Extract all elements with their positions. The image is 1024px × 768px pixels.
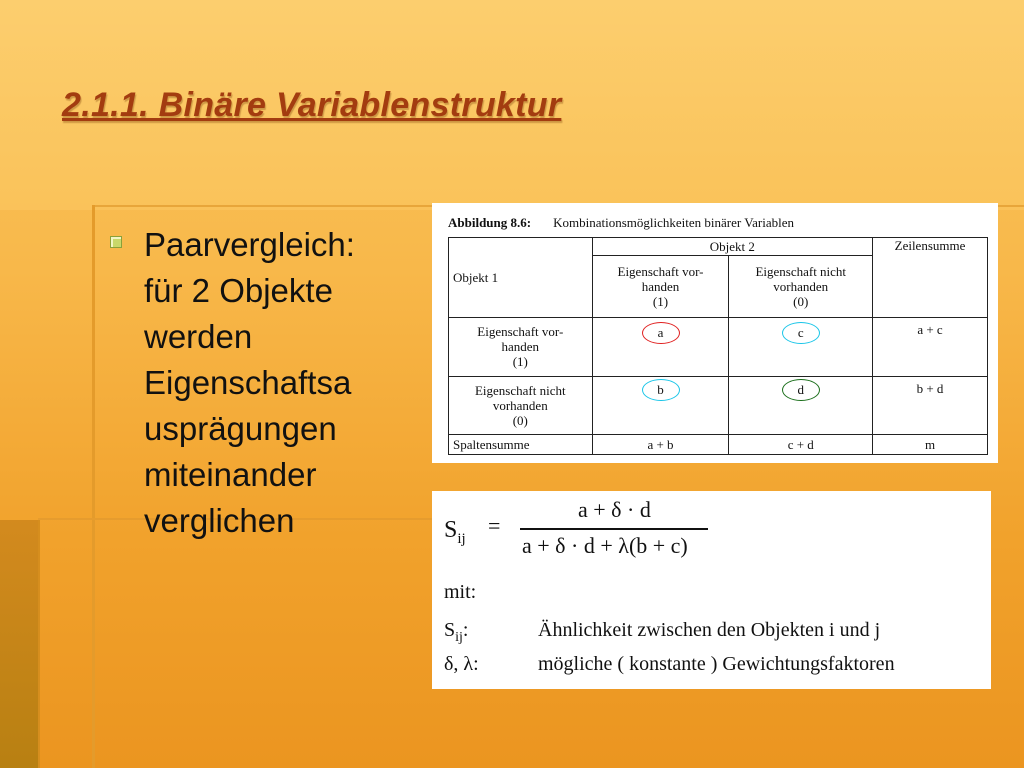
- def1-colon: :: [462, 619, 469, 641]
- bullet-line: Eigenschaftsa: [144, 364, 352, 401]
- definition-weights-text: mögliche ( konstante ) Gewichtungsfaktoren: [538, 653, 895, 675]
- bullet-line: usprägungen: [144, 410, 337, 447]
- decorative-line: [92, 205, 95, 768]
- decorative-strip: [0, 520, 40, 768]
- formula-numerator: a + δ · d: [578, 497, 651, 522]
- bullet-line: miteinander: [144, 456, 317, 493]
- oval-b: b: [642, 379, 680, 401]
- def1-subscript: ij: [455, 630, 463, 645]
- row-header-nicht-vorhanden: [449, 376, 593, 434]
- footer-col2: c + d: [729, 434, 873, 454]
- row-header-line: vorhanden: [492, 397, 548, 413]
- cell-b: [592, 376, 729, 434]
- col-header-nicht-vorhanden: [729, 256, 873, 318]
- col-header-line: vorhanden: [773, 279, 829, 295]
- bullet-text: [144, 222, 414, 544]
- row-header-line: (0): [512, 412, 528, 428]
- col-header-line: Eigenschaft vor-: [617, 264, 704, 280]
- col-header-line: (1): [652, 294, 669, 310]
- definition-sij-symbol: [444, 619, 468, 646]
- def1-symbol: S: [444, 619, 456, 641]
- row-header-line: Eigenschaft nicht: [474, 382, 566, 398]
- header-zeilensumme: Zeilensumme: [873, 238, 988, 318]
- formula-lhs-subscript: ij: [457, 530, 466, 547]
- definition-sij-text: Ähnlichkeit zwischen den Objekten i und j: [538, 619, 881, 641]
- col-header-line: handen: [641, 279, 680, 295]
- bullet-line: werden: [144, 318, 253, 355]
- formula-denominator: a + δ · d + λ(b + c): [522, 533, 688, 558]
- figure-caption-label: Abbildung 8.6:: [448, 215, 532, 230]
- oval-a: a: [642, 322, 680, 344]
- formula-lhs: [444, 517, 466, 548]
- figure-caption: [448, 215, 794, 231]
- header-objekt1: Objekt 1: [453, 270, 499, 286]
- formula-mit: mit:: [444, 581, 477, 603]
- bullet-line: Paarvergleich:: [144, 226, 355, 263]
- cell-d: [729, 376, 873, 434]
- cell-a: [592, 318, 729, 376]
- slide-title: 2.1.1. Binäre Variablenstruktur: [62, 86, 562, 124]
- combination-table-figure: [432, 203, 998, 463]
- row-header-vorhanden: [449, 318, 593, 376]
- bullet-line: für 2 Objekte: [144, 272, 333, 309]
- footer-total: m: [873, 434, 988, 454]
- oval-c: c: [782, 322, 820, 344]
- formula-equals: =: [488, 513, 501, 538]
- col-header-line: (0): [793, 294, 809, 310]
- bullet-square-icon: [110, 236, 122, 248]
- header-objekt2: Objekt 2: [592, 238, 872, 256]
- fraction-bar: [520, 528, 708, 530]
- figure-caption-text: Kombinationsmöglichkeiten binärer Variablen: [553, 215, 795, 230]
- footer-col1: a + b: [592, 434, 729, 454]
- bullet-line: verglichen: [144, 502, 295, 539]
- combination-table: [448, 237, 988, 455]
- oval-d: d: [782, 379, 820, 401]
- col-header-vorhanden: [592, 256, 729, 318]
- similarity-formula-figure: [432, 491, 991, 689]
- row-header-line: (1): [512, 354, 528, 370]
- row-header-line: Eigenschaft vor-: [477, 324, 564, 340]
- sum-row1: a + c: [873, 318, 988, 376]
- sum-row2: b + d: [873, 376, 988, 434]
- footer-label: Spaltensumme: [449, 434, 593, 454]
- header-objekt1-cell: [449, 238, 593, 318]
- formula-lhs-symbol: S: [444, 517, 458, 543]
- row-header-line: handen: [501, 339, 540, 355]
- decorative-line: [38, 520, 40, 768]
- definition-weights-symbol: δ, λ:: [444, 653, 479, 675]
- cell-c: [729, 318, 873, 376]
- col-header-line: Eigenschaft nicht: [755, 264, 847, 280]
